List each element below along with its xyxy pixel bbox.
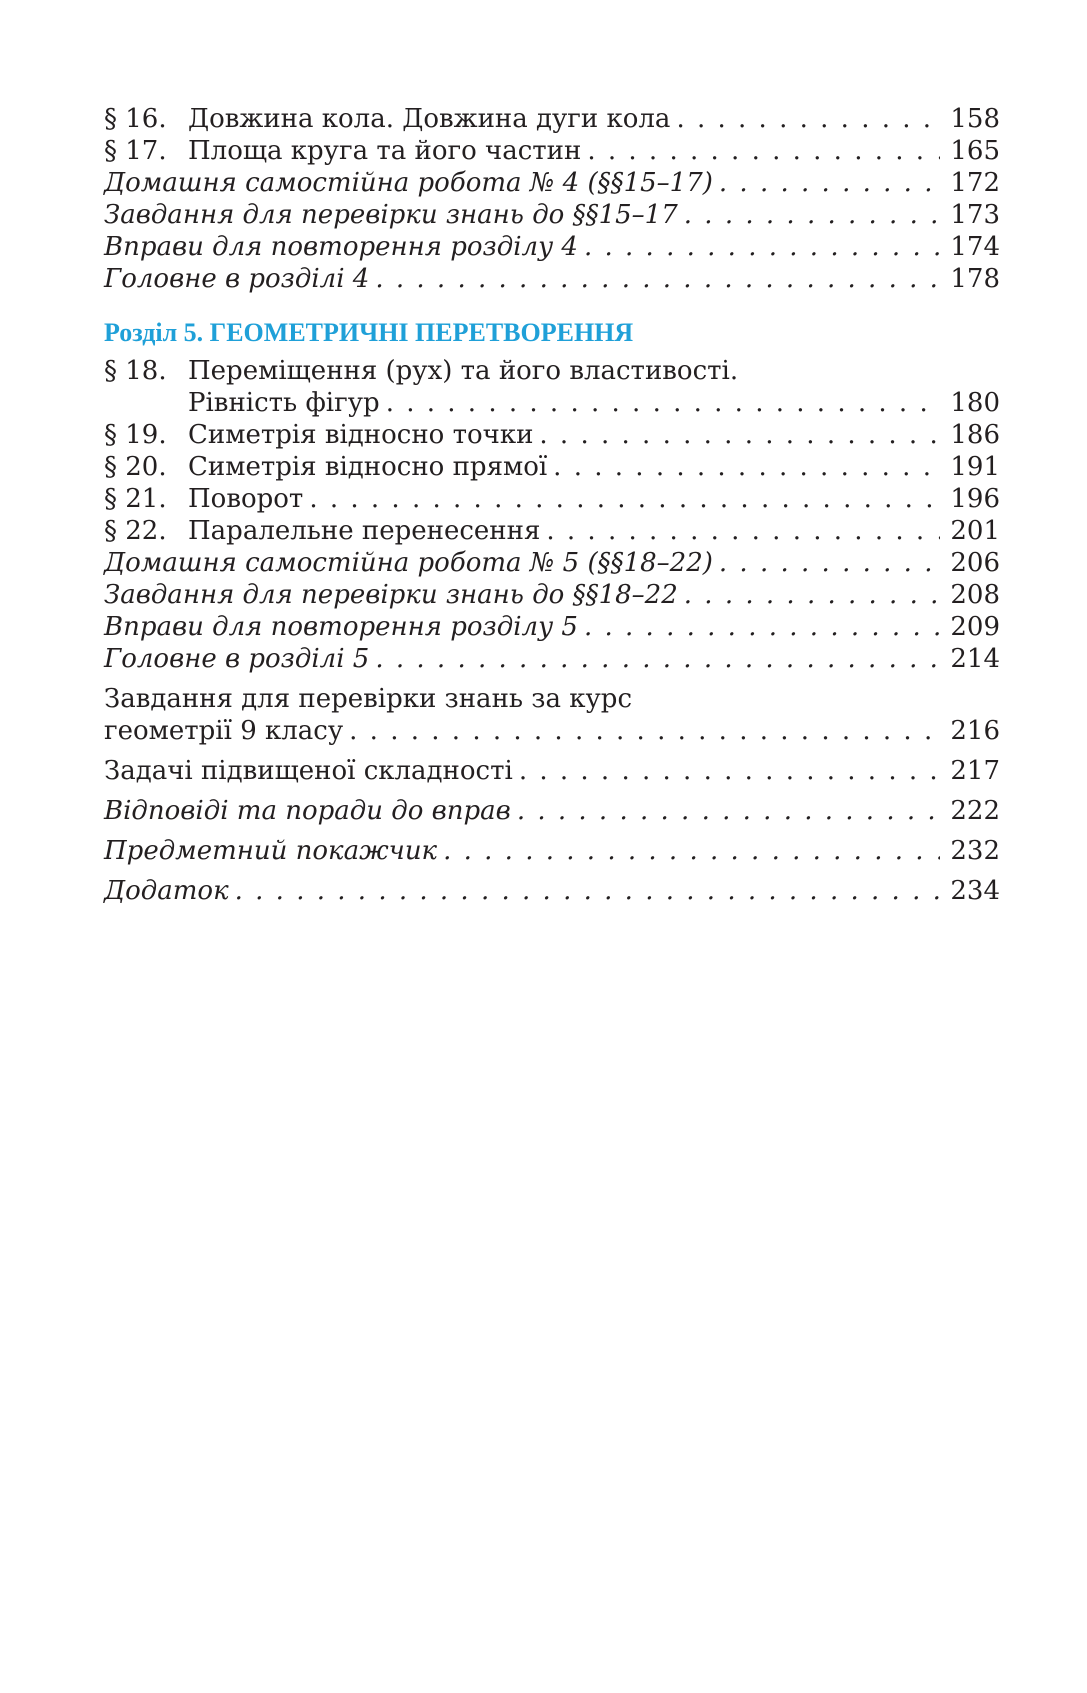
toc-entry-summary-4[interactable] <box>104 263 1000 295</box>
entry-title: Відповіді та поради до вправ <box>104 796 511 826</box>
entry-number: § 22. <box>104 516 167 546</box>
entry-page: 178 <box>950 264 1000 294</box>
entry-title: Завдання для перевірки знань до §§18–22 <box>104 580 678 610</box>
entry-title: Головне в розділі 4 <box>104 264 370 294</box>
toc-entry-17[interactable] <box>104 135 1000 167</box>
entry-title: Паралельне перенесення <box>188 516 541 546</box>
entry-page: 232 <box>950 836 1000 866</box>
entry-number: § 17. <box>104 136 167 166</box>
entry-page: 217 <box>950 756 1000 786</box>
toc-entry-18-line1[interactable] <box>104 355 1000 387</box>
entry-page: 196 <box>950 484 1000 514</box>
dot-leader <box>375 263 940 295</box>
section-5-heading[interactable]: Розділ 5. ГЕОМЕТРИЧНІ ПЕРЕТВОРЕННЯ <box>104 318 634 347</box>
entry-page: 216 <box>950 716 1000 746</box>
entry-title: Завдання для перевірки знань до §§15–17 <box>104 200 678 230</box>
dot-leader <box>584 611 940 643</box>
dot-leader <box>349 715 940 747</box>
toc-entry-appendix[interactable] <box>104 875 1000 907</box>
toc-entry-review-4[interactable] <box>104 231 1000 263</box>
entry-title: Площа круга та його частин <box>188 136 582 166</box>
entry-title: Вправи для повторення розділу 5 <box>104 612 578 642</box>
toc-entry-answers[interactable] <box>104 795 1000 827</box>
entry-page: 180 <box>950 388 1000 418</box>
dot-leader <box>443 835 940 867</box>
toc-entry-18-line2[interactable] <box>104 387 1000 419</box>
entry-number: § 19. <box>104 420 167 450</box>
dot-leader <box>684 579 941 611</box>
entry-number: § 18. <box>104 356 167 386</box>
entry-title: Переміщення (рух) та його властивості. <box>188 356 739 386</box>
toc-entry-review-5[interactable] <box>104 611 1000 643</box>
dot-leader <box>553 451 940 483</box>
entry-page: 158 <box>950 104 1000 134</box>
toc-entry-19[interactable] <box>104 419 1000 451</box>
entry-page: 234 <box>950 876 1000 906</box>
entry-page: 186 <box>950 420 1000 450</box>
toc-entry-homework-5[interactable] <box>104 547 1000 579</box>
dot-leader <box>676 103 940 135</box>
entry-page: 214 <box>950 644 1000 674</box>
entry-page: 201 <box>950 516 1000 546</box>
toc-entry-summary-5[interactable] <box>104 643 1000 675</box>
dot-leader <box>684 199 941 231</box>
toc-entry-index[interactable] <box>104 835 1000 867</box>
toc-entry-16[interactable] <box>104 103 1000 135</box>
dot-leader <box>719 547 940 579</box>
toc-entry-homework-4[interactable] <box>104 167 1000 199</box>
entry-title: Вправи для повторення розділу 4 <box>104 232 578 262</box>
entry-title: Симетрія відносно точки <box>188 420 534 450</box>
dot-leader <box>386 387 941 419</box>
toc-entry-22[interactable] <box>104 515 1000 547</box>
dot-leader <box>546 515 940 547</box>
dot-leader <box>309 483 940 515</box>
dot-leader <box>539 419 940 451</box>
dot-leader <box>587 135 940 167</box>
entry-title: Головне в розділі 5 <box>104 644 370 674</box>
entry-page: 165 <box>950 136 1000 166</box>
toc-entry-final-check-line1[interactable]: Завдання для перевірки знань за курс <box>104 684 633 714</box>
dot-leader <box>375 643 940 675</box>
toc-entry-20[interactable] <box>104 451 1000 483</box>
toc-entry-check-5[interactable] <box>104 579 1000 611</box>
entry-title: Симетрія відносно прямої <box>188 452 548 482</box>
entry-number: § 21. <box>104 484 167 514</box>
entry-page: 174 <box>950 232 1000 262</box>
dot-leader <box>517 795 941 827</box>
table-of-contents <box>104 103 1000 907</box>
dot-leader <box>235 875 941 907</box>
entry-page: 209 <box>950 612 1000 642</box>
entry-page: 172 <box>950 168 1000 198</box>
entry-title: Предметний покажчик <box>104 836 438 866</box>
entry-page: 208 <box>950 580 1000 610</box>
entry-page: 206 <box>950 548 1000 578</box>
dot-leader <box>719 167 940 199</box>
entry-title-continued: Рівність фігур <box>188 388 380 418</box>
entry-title: Довжина кола. Довжина дуги кола <box>188 104 671 134</box>
toc-entry-advanced[interactable] <box>104 755 1000 787</box>
entry-number: § 20. <box>104 452 167 482</box>
toc-entry-21[interactable] <box>104 483 1000 515</box>
dot-leader <box>519 755 941 787</box>
entry-page: 222 <box>950 796 1000 826</box>
entry-number: § 16. <box>104 104 167 134</box>
entry-title: Домашня самостійна робота № 4 (§§15–17) <box>104 168 713 198</box>
entry-page: 191 <box>950 452 1000 482</box>
entry-title-continued: геометрії 9 класу <box>104 716 344 746</box>
entry-title: Поворот <box>188 484 304 514</box>
dot-leader <box>584 231 940 263</box>
toc-entry-final-check-line2[interactable] <box>104 715 1000 747</box>
entry-title: Домашня самостійна робота № 5 (§§18–22) <box>104 548 713 578</box>
entry-page: 173 <box>950 200 1000 230</box>
entry-title: Додаток <box>104 876 229 906</box>
toc-entry-check-4[interactable] <box>104 199 1000 231</box>
entry-title: Задачі підвищеної складності <box>104 756 513 786</box>
